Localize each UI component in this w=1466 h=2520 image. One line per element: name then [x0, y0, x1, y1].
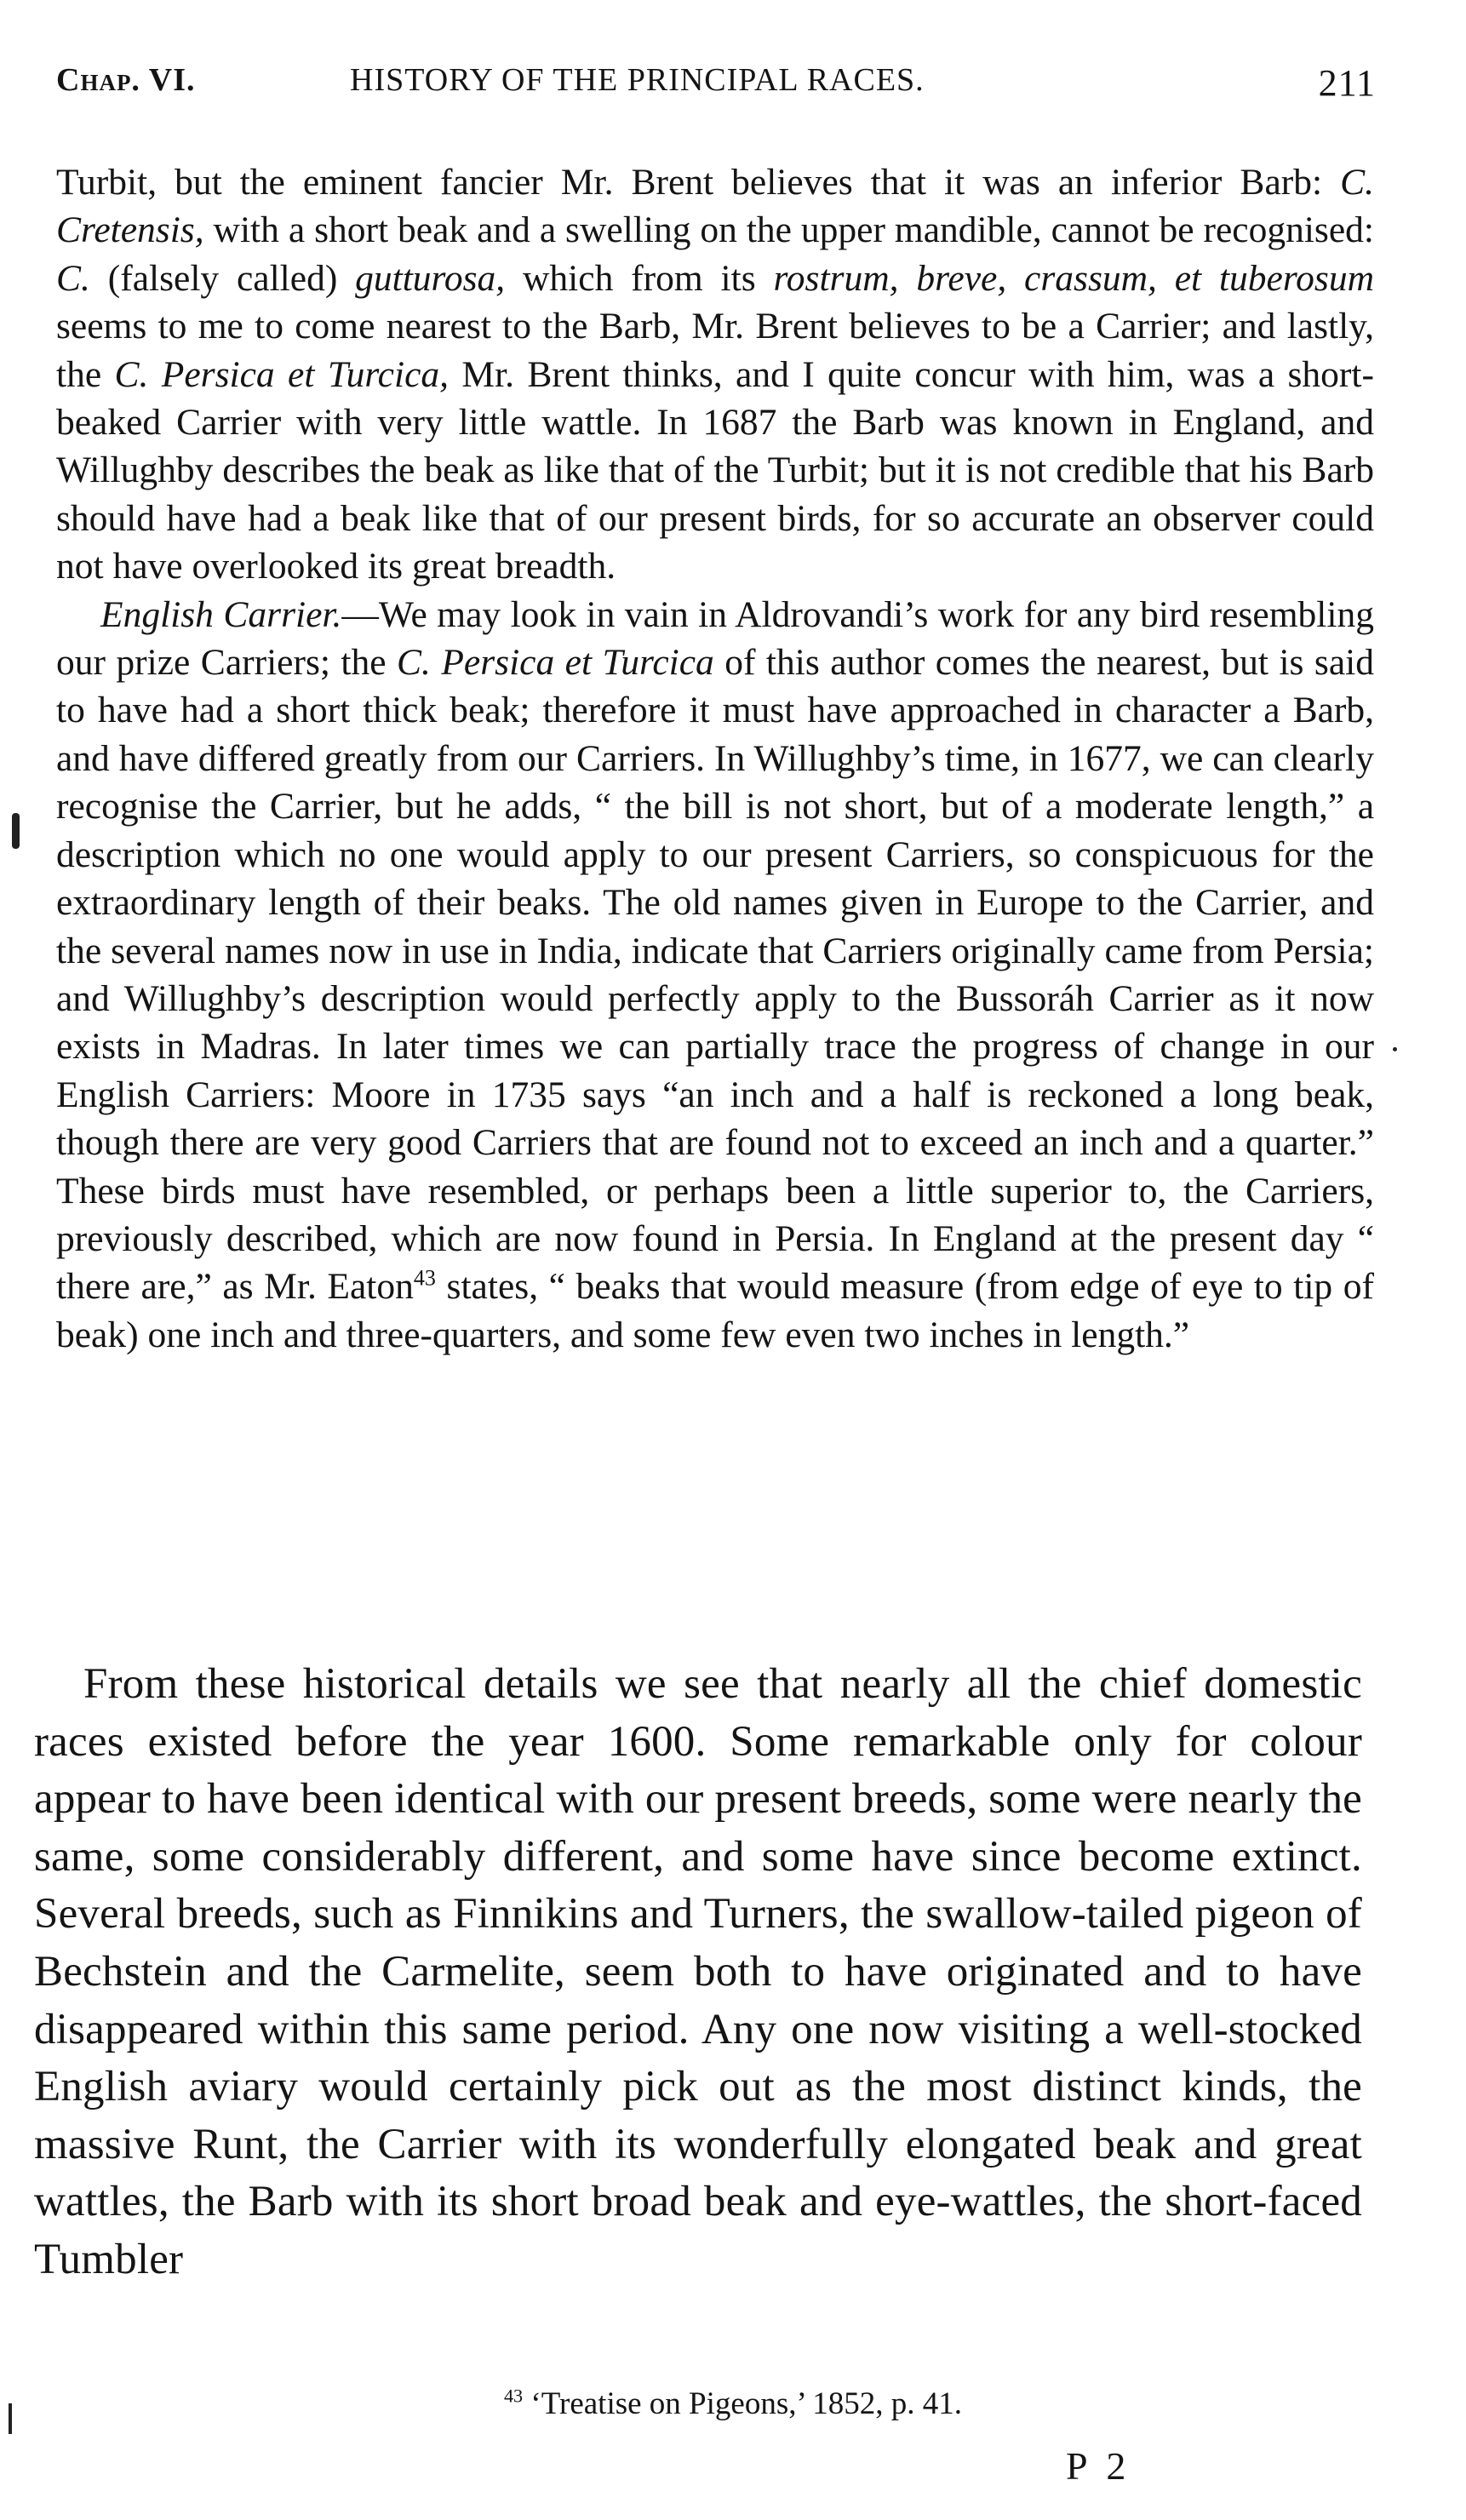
text-run: —We may look in vain in Aldrovandi’s work for any bird resembling our prize Carriers; the: [56, 593, 1374, 684]
paragraph-historical-details: From these historical details we see that nearly all the chief domestic races existed before the year 1600. Some remarkable only for colour appear to have been identical with our present breeds, some were nearly the same, some considerably different, and some have since become extinct. Several breeds, such as Finnikins and Turners, the swallow-tailed pigeon of Bechstein and the Carmelite, seem both to have originated and to have disappeared within this same period. Any one now visiting a well-stocked English aviary would certainly pick out as the most distinct kinds, the massive Runt, the Carrier with its wonderfully elongated beak and great wattles, the Barb with its short broad beak and eye-wattles, the short-faced Tumbler: [34, 1660, 1362, 2283]
italic-run: C.: [56, 257, 90, 299]
footnote: [0, 2385, 1466, 2422]
text-run: of this author comes the nearest, but is said to have had a short thick beak; therefore it must have approached in character a Barb, and have differed greatly from our Carriers. In Willughby’s time, in 1677, we can clearly recognise the Carrier, but he adds, “ the bill is not short, but of a moderate length,” a description which no one would apply to our present Carriers, so conspicuous for the extraordinary length of their beaks. The old names given in Europe to the Carrier, and the several names now in use in India, indicate that Carriers originally came from Persia; and Willughby’s description would perfectly apply to the Bussoráh Carrier as it now exists in Madras. In later times we can partially trace the progress of change in our English Carriers: Moore in 1735 says “an inch and a half is reckoned a long beak, though there are very good Carriers that are found not to exceed an inch and a quarter.” These birds must have resembled, or perhaps been a little superior to, the Carriers, previously described, which are now found in Persia. In England at the present day “ there are,” as Mr. Eaton: [56, 642, 1374, 1308]
footnote-reference: 43: [413, 1265, 436, 1291]
footnote-text: ‘Treatise on Pigeons,’ 1852, p. 41.: [523, 2386, 963, 2421]
text-run: which from its: [505, 257, 774, 299]
italic-run: C. Persica et Turcica: [397, 642, 714, 684]
text-run: (falsely called): [89, 257, 356, 299]
italic-run: gutturosa,: [355, 257, 506, 299]
text-run: seems to me to come nearest to the Barb, Mr. Brent believes to be a Carrier; and lastly, the: [56, 306, 1374, 395]
text-run: Mr. Brent thinks, and I quite concur with him, was a short-beaked Carrier with very little wattle. In 1687 the Barb was known in England, and Willughby describes the beak as like that of the Turbit; but it is not credible that his Barb should have had a beak like that of our present birds, for so accurate an observer could not have overlooked its great breadth.: [56, 353, 1374, 587]
signature-mark: P 2: [1066, 2444, 1131, 2488]
italic-run: C. Persica et Turcica,: [114, 353, 450, 395]
text-run: with a short beak and a swelling on the upper mandible, cannot be recognised:: [203, 209, 1374, 251]
running-title: HISTORY OF THE PRINCIPAL RACES.: [350, 62, 925, 98]
paragraph-barb-varieties: [56, 158, 1374, 591]
stray-dot: [1393, 1047, 1397, 1051]
chapter-label: Chap. VI.: [56, 62, 196, 98]
footnote-number: 43: [503, 2385, 524, 2407]
italic-run: C. Cretensis,: [56, 162, 1374, 251]
section-heading-italic: English Carrier.: [100, 593, 342, 635]
running-header: [56, 61, 1376, 112]
text-run: states, “ beaks that would measure (from edge of eye to tip of beak) one inch and three-quarters, and some few even two inches in length.”: [56, 1266, 1374, 1355]
page-number: 211: [1318, 62, 1376, 104]
ink-blot: [12, 813, 20, 849]
paragraph-english-carrier: [56, 591, 1374, 1360]
text-run: Turbit, but the eminent fancier Mr. Brent believes that it was an inferior Barb:: [56, 162, 1341, 203]
small-type-section: [56, 158, 1374, 1359]
margin-mark: [9, 2403, 12, 2434]
large-type-section: [34, 1656, 1362, 2289]
italic-run: rostrum, breve, crassum, et tuberosum: [773, 257, 1375, 299]
